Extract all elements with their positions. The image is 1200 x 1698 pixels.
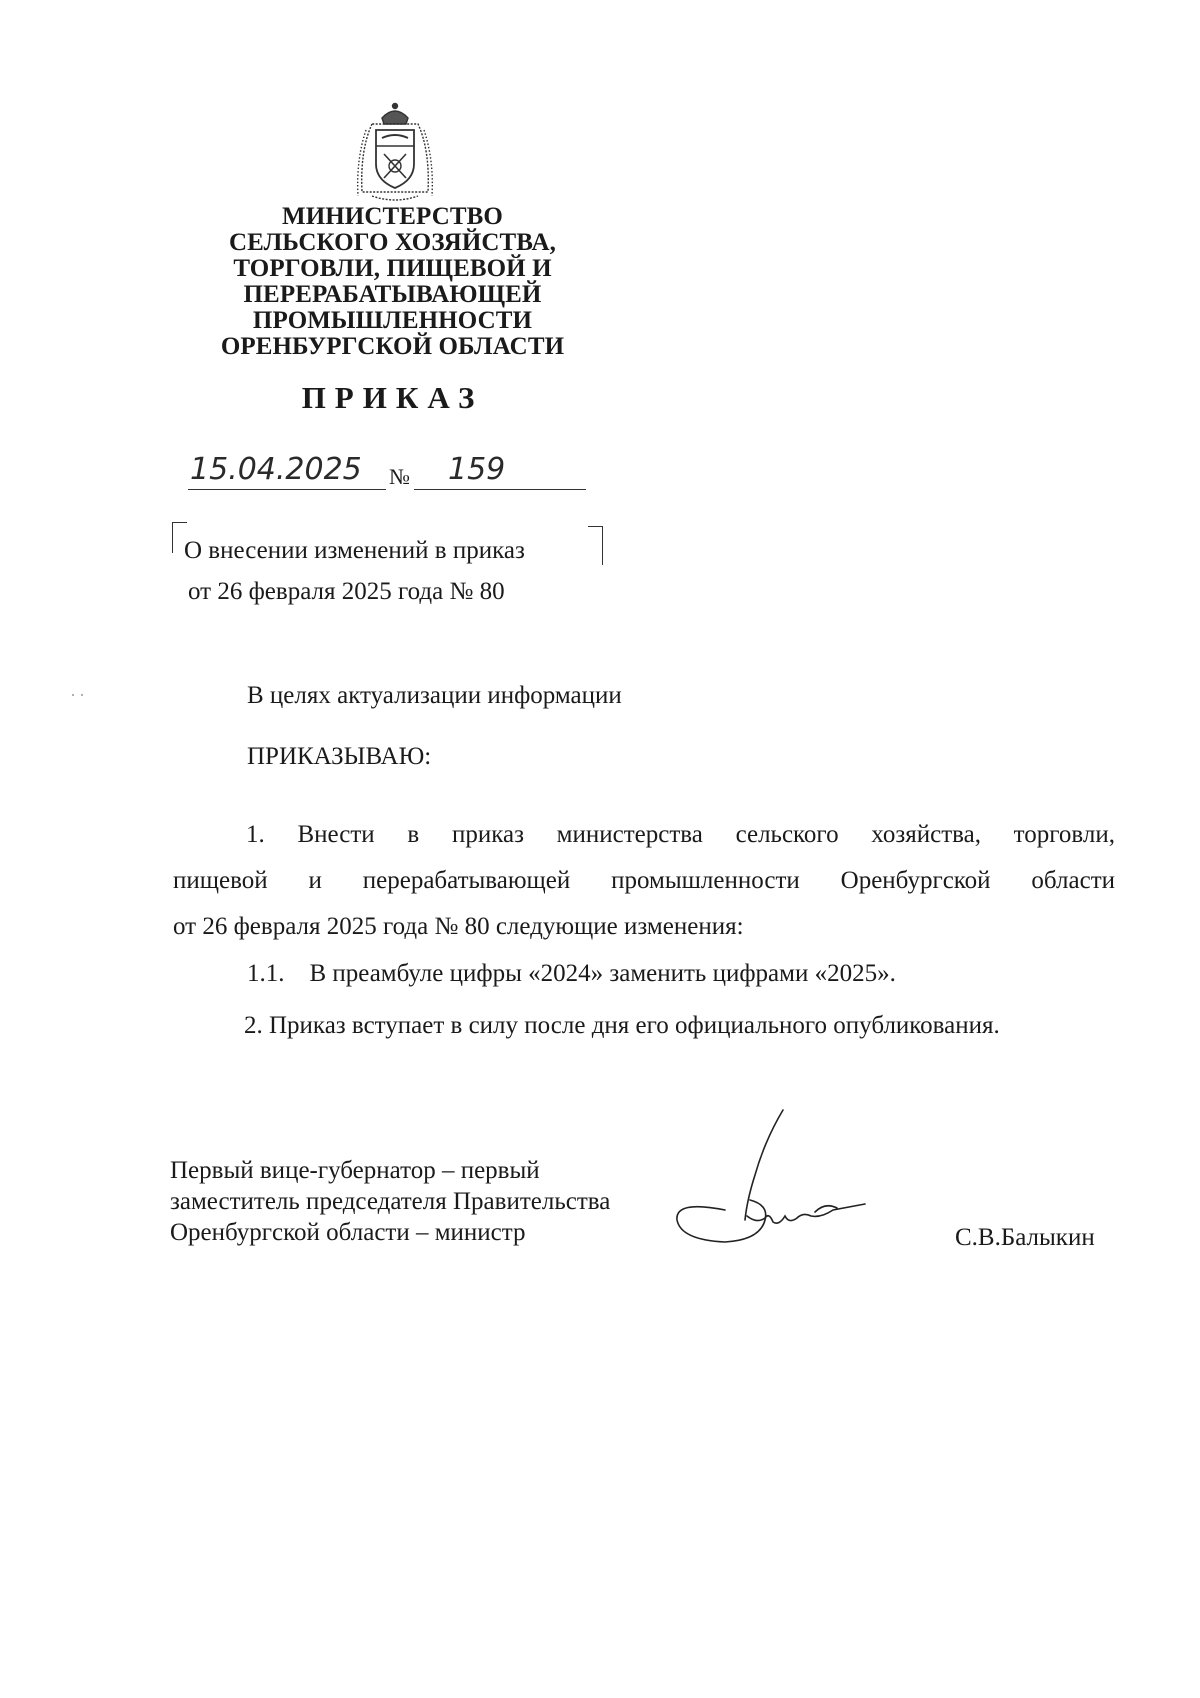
position-line: заместитель председателя Правительства [170, 1188, 611, 1215]
ministry-line: ПЕРЕРАБАТЫВАЮЩЕЙ [243, 281, 542, 308]
scan-speck [81, 694, 83, 696]
handwritten-signature [665, 1100, 890, 1260]
position-line: Первый вице-губернатор – первый [170, 1157, 540, 1184]
date-underline [188, 489, 386, 490]
order-number: 159 [448, 452, 506, 487]
ministry-name [200, 204, 585, 360]
order-subject [184, 530, 525, 612]
purpose-text: В целях актуализации информации [247, 682, 622, 709]
ministry-line: ТОРГОВЛИ, ПИЩЕВОЙ И [233, 255, 552, 282]
ministry-line: ОРЕНБУРГСКОЙ ОБЛАСТИ [220, 333, 565, 360]
ministry-line: ПРОМЫШЛЕННОСТИ [252, 307, 533, 334]
signatory-position [170, 1155, 610, 1248]
document-title: ПРИКАЗ [301, 380, 484, 415]
coat-of-arms-icon [352, 100, 438, 202]
subject-line: О внесении изменений в приказ [184, 537, 525, 564]
number-sign: № [389, 464, 410, 489]
item-1-1-text: 1.1. В преамбуле цифры «2024» заменить цифрами «2025». [247, 960, 896, 987]
subject-line: от 26 февраля 2025 года № 80 [188, 578, 505, 605]
item-1-line: пищевой и перерабатывающей промышленности Оренбургской области [173, 867, 1115, 894]
item-1-paragraph [173, 812, 1115, 950]
number-underline [414, 489, 586, 490]
signatory-name: С.В.Балыкин [955, 1224, 1095, 1251]
scan-speck [72, 694, 74, 696]
item-2-text: 2. Приказ вступает в силу после дня его официального опубликования. [244, 1012, 1000, 1039]
command-text: ПРИКАЗЫВАЮ: [247, 743, 432, 770]
position-line: Оренбургской области – министр [170, 1219, 526, 1246]
order-date: 15.04.2025 [190, 452, 362, 487]
ministry-line: МИНИСТЕРСТВО [282, 203, 503, 230]
subject-bracket-right [588, 526, 603, 565]
item-1-line: от 26 февраля 2025 года № 80 следующие изменения: [173, 913, 744, 940]
ministry-line: СЕЛЬСКОГО ХОЗЯЙСТВА, [228, 229, 557, 256]
item-1-line: 1. Внести в приказ министерства сельского хозяйства, торговли, [246, 821, 1115, 848]
